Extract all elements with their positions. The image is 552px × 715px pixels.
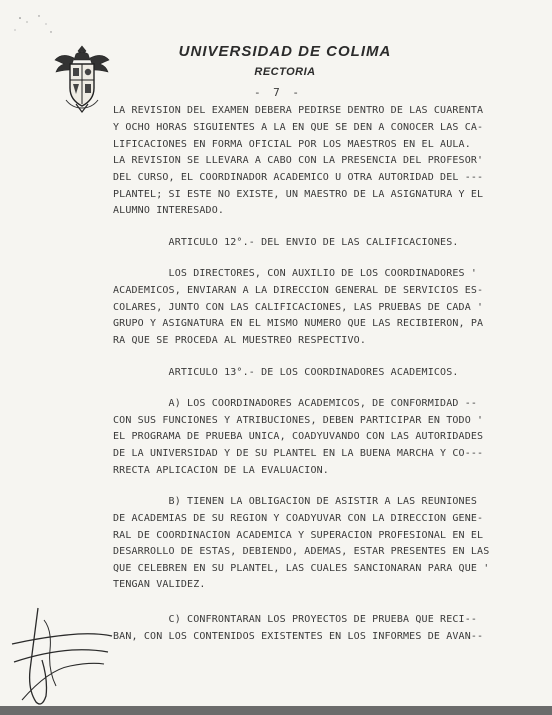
text-line: QUE CELEBREN EN SU PLANTEL, LAS CUALES SANCIONARAN PARA QUE ' bbox=[113, 563, 490, 574]
scan-bottom-edge bbox=[0, 706, 552, 715]
office-title: RECTORIA bbox=[254, 66, 316, 78]
text-line: PLANTEL; SI ESTE NO EXISTE, UN MAESTRO DE LA ASIGNATURA Y EL bbox=[113, 189, 484, 200]
scan-speckle bbox=[6, 8, 66, 42]
text-line: EL PROGRAMA DE PRUEBA UNICA, COADYUVANDO CON LAS AUTORIDADES bbox=[113, 431, 484, 442]
text-line: DE ACADEMIAS DE SU REGION Y COADYUVAR CON LA DIRECCION GENE- bbox=[113, 513, 484, 524]
text-line: GRUPO Y ASIGNATURA EN EL MISMO NUMERO QUE LAS RECIBIERON, PA bbox=[113, 318, 484, 329]
eagle-crest-icon bbox=[52, 42, 112, 114]
article-heading: ARTICULO 13°.- DE LOS COORDINADORES ACADEMICOS. bbox=[113, 367, 459, 378]
text-line: A) LOS COORDINADORES ACADEMICOS, DE CONFORMIDAD -- bbox=[113, 398, 478, 409]
text-line: DESARROLLO DE ESTAS, DEBIENDO, ADEMAS, ESTAR PRESENTES EN LAS bbox=[113, 546, 490, 557]
text-line: DE LA UNIVERSIDAD Y DE SU PLANTEL EN LA BUENA MARCHA Y CO--- bbox=[113, 448, 484, 459]
text-line: RRECTA APLICACION DE LA EVALUACION. bbox=[113, 465, 329, 476]
text-line: LA REVISION DEL EXAMEN DEBERA PEDIRSE DENTRO DE LAS CUARENTA bbox=[113, 105, 484, 116]
text-line: LOS DIRECTORES, CON AUXILIO DE LOS COORDINADORES ' bbox=[113, 268, 478, 279]
page-number: - 7 - bbox=[253, 86, 303, 99]
text-line: COLARES, JUNTO CON LAS CALIFICACIONES, LAS PRUEBAS DE CADA ' bbox=[113, 302, 484, 313]
text-line: CON SUS FUNCIONES Y ATRIBUCIONES, DEBEN PARTICIPAR EN TODO ' bbox=[113, 415, 484, 426]
institution-title: UNIVERSIDAD DE COLIMA bbox=[178, 43, 392, 60]
article-heading: ARTICULO 12°.- DEL ENVIO DE LAS CALIFICACIONES. bbox=[113, 237, 459, 248]
text-line: LIFICACIONES EN FORMA OFICIAL POR LOS MAESTROS EN EL AULA. bbox=[113, 139, 471, 150]
text-line: B) TIENEN LA OBLIGACION DE ASISTIR A LAS REUNIONES bbox=[113, 496, 478, 507]
text-line: TENGAN VALIDEZ. bbox=[113, 579, 206, 590]
text-line: RA QUE SE PROCEDA AL MUESTREO RESPECTIVO. bbox=[113, 335, 366, 346]
text-line: RAL DE COORDINACION ACADEMICA Y SUPERACION PROFESIONAL EN EL bbox=[113, 530, 484, 541]
text-line: LA REVISION SE LLEVARA A CABO CON LA PRESENCIA DEL PROFESOR' bbox=[113, 155, 484, 166]
text-line: Y OCHO HORAS SIGUIENTES A LA EN QUE SE DEN A CONOCER LAS CA- bbox=[113, 122, 484, 133]
handwritten-signature bbox=[8, 600, 118, 710]
text-line: ACADEMICOS, ENVIARAN A LA DIRECCION GENERAL DE SERVICIOS ES- bbox=[113, 285, 484, 296]
text-line: C) CONFRONTARAN LOS PROYECTOS DE PRUEBA QUE RECI-- bbox=[113, 614, 478, 625]
text-line: ALUMNO INTERESADO. bbox=[113, 205, 225, 216]
text-line: DEL CURSO, EL COORDINADOR ACADEMICO U OTRA AUTORIDAD DEL --- bbox=[113, 172, 484, 183]
text-line: BAN, CON LOS CONTENIDOS EXISTENTES EN LOS INFORMES DE AVAN-- bbox=[113, 631, 484, 642]
